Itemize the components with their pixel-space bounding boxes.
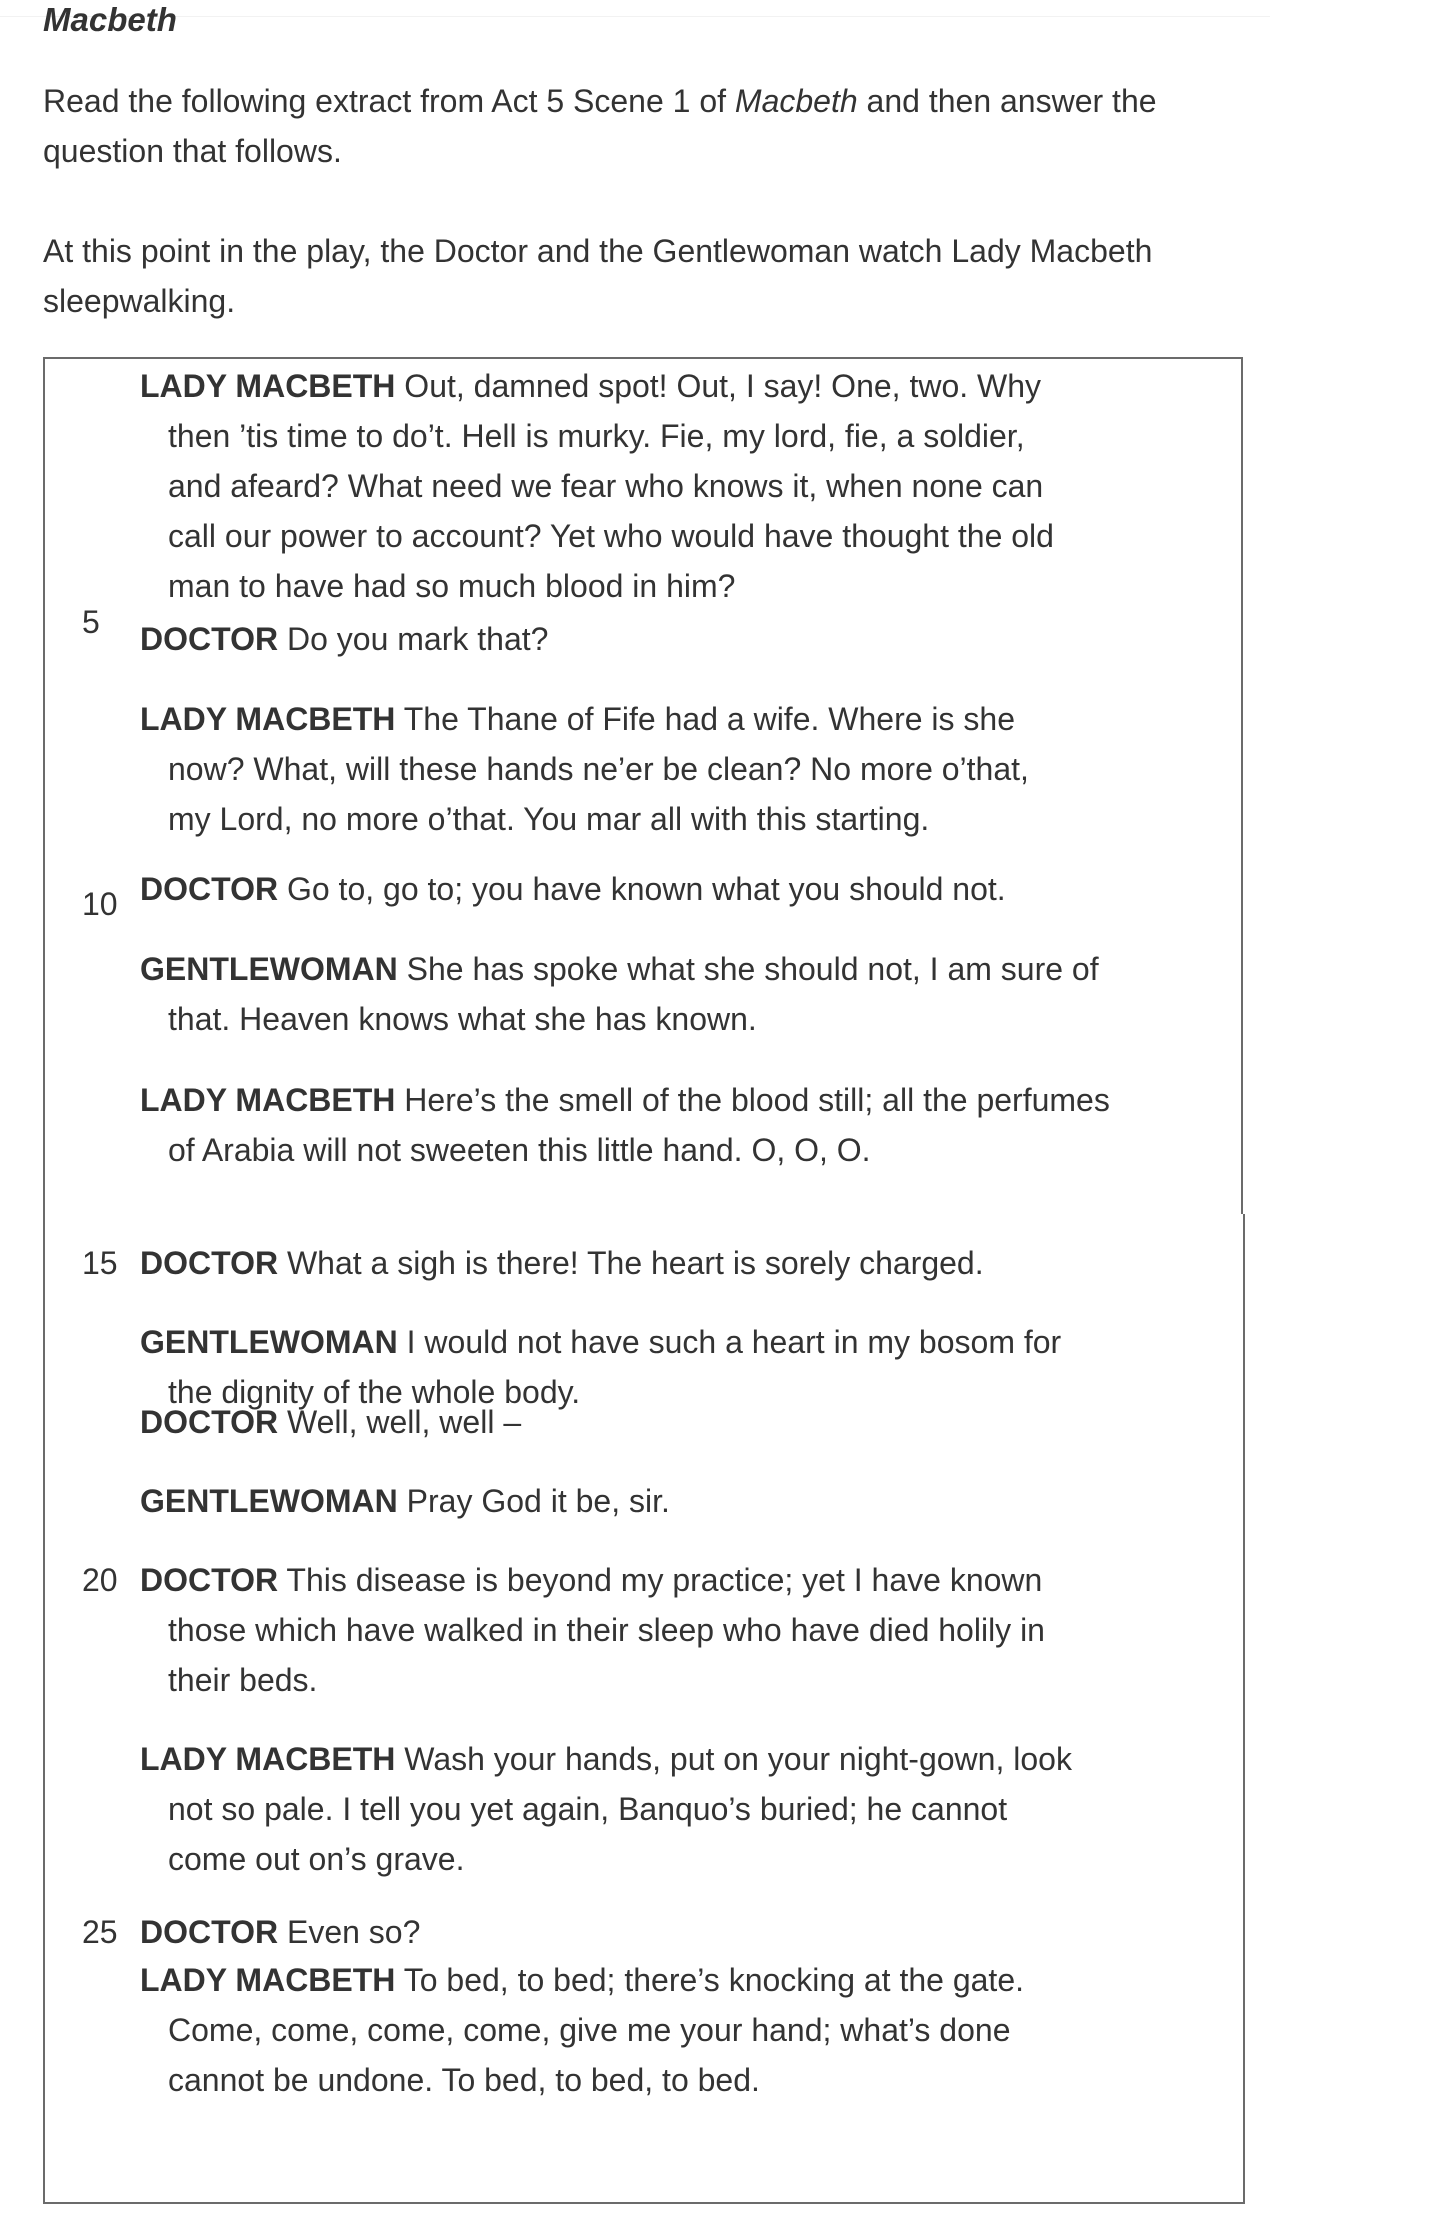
speech-line [140,864,1210,914]
speaker-name: DOCTOR [140,1914,279,1950]
speech-line [140,1907,1210,1957]
speaker-name: DOCTOR [140,1245,279,1281]
speech-line [140,2055,1210,2105]
speech-text: Do you mark that? [278,621,549,657]
speech-line [140,361,1210,411]
speech-text: Out, damned spot! Out, I say! One, two. Why [395,368,1042,404]
speech-text: the dignity of the whole body. [168,1374,581,1410]
intro-play-title: Macbeth [734,83,858,119]
line-number: 5 [82,604,100,640]
speaker-name: LADY MACBETH [140,701,396,737]
line-number: 10 [82,886,118,922]
speech-text: To bed, to bed; there’s knocking at the gate. [395,1962,1024,1998]
speech [140,1238,1210,1288]
speech-text: then ’tis time to do’t. Hell is murky. Fie, my lord, fie, a soldier, [168,418,1025,454]
page-title: Macbeth [43,1,177,38]
speaker-name: LADY MACBETH [140,1741,396,1777]
speech-line [140,994,1210,1044]
speech-line [140,1476,1210,1526]
line-number: 15 [82,1245,118,1281]
speech-line [140,1317,1210,1367]
speech-text: Pray God it be, sir. [397,1483,670,1519]
speech-line [140,614,1210,664]
speech-text: I would not have such a heart in my bosom for [397,1324,1062,1360]
speech-line [140,411,1210,461]
speaker-name: LADY MACBETH [140,1962,396,1998]
speech-text: This disease is beyond my practice; yet I have known [278,1562,1043,1598]
speech-text: Wash your hands, put on your night-gown, look [395,1741,1072,1777]
speaker-name: DOCTOR [140,871,279,907]
speech-line [140,744,1210,794]
speaker-name: LADY MACBETH [140,1082,396,1118]
speech-line [140,1734,1210,1784]
speech [140,1955,1210,2105]
context-paragraph: At this point in the play, the Doctor and the Gentlewoman watch Lady Macbeth sleepwalking. [43,233,1153,319]
speech-line [140,1238,1210,1288]
speech [140,1075,1210,1175]
speech-text: Here’s the smell of the blood still; all the perfumes [395,1082,1110,1118]
speech-line [140,794,1210,844]
speaker-name: GENTLEWOMAN [140,1324,398,1360]
speech-text: those which have walked in their sleep who have died holily in [168,1612,1045,1648]
speech-text: What a sigh is there! The heart is sorely charged. [278,1245,984,1281]
speech-line [140,511,1210,561]
speech-text: call our power to account? Yet who would have thought the old [168,518,1054,554]
speaker-name: LADY MACBETH [140,368,396,404]
speech-text: She has spoke what she should not, I am sure of [397,951,1099,987]
speech-text: Well, well, well – [278,1404,522,1440]
speech-line [140,1784,1210,1834]
speech-text: Come, come, come, come, give me your hand; what’s done [168,2012,1011,2048]
speech-text: Even so? [278,1914,421,1950]
speech-line [140,2005,1210,2055]
intro-paragraph [43,76,1243,176]
line-number: 25 [82,1914,118,1950]
speaker-name: DOCTOR [140,621,279,657]
speaker-name: DOCTOR [140,1562,279,1598]
speaker-name: GENTLEWOMAN [140,1483,398,1519]
speech-line [140,1605,1210,1655]
title-divider [0,16,1270,17]
intro-post: and then answer the question that follows. [43,83,1157,169]
speech-text: my Lord, no more o’that. You mar all with this starting. [168,801,930,837]
speech [140,944,1210,1044]
speech [140,1555,1210,1705]
speech [140,361,1210,611]
speech [140,864,1210,914]
speech [140,1476,1210,1526]
intro-pre: Read the following extract from Act 5 Scene 1 of [43,83,735,119]
speech [140,1907,1210,1957]
speech-text: Go to, go to; you have known what you should not. [278,871,1006,907]
speech-text: not so pale. I tell you yet again, Banquo’s buried; he cannot [168,1791,1008,1827]
speech-text: of Arabia will not sweeten this little hand. O, O, O. [168,1132,871,1168]
speech-line [140,561,1210,611]
speech-text: and afeard? What need we fear who knows it, when none can [168,468,1044,504]
speech-line [140,1125,1210,1175]
speech-line [140,1655,1210,1705]
speech-line [140,1834,1210,1884]
speech-line [140,1397,1210,1447]
speech-line [140,1075,1210,1125]
speech-text: The Thane of Fife had a wife. Where is she [395,701,1015,737]
speech-line [140,1555,1210,1605]
speech [140,1397,1210,1447]
speaker-name: DOCTOR [140,1404,279,1440]
speech-text: cannot be undone. To bed, to bed, to bed. [168,2062,760,2098]
speech-text: man to have had so much blood in him? [168,568,736,604]
line-number: 20 [82,1562,118,1598]
speech-text: that. Heaven knows what she has known. [168,1001,757,1037]
speech-text: come out on’s grave. [168,1841,465,1877]
speech-line [140,461,1210,511]
speech [140,694,1210,844]
speech [140,1734,1210,1884]
speech-line [140,944,1210,994]
speaker-name: GENTLEWOMAN [140,951,398,987]
speech-text: now? What, will these hands ne’er be clean? No more o’that, [168,751,1029,787]
speech-line [140,694,1210,744]
speech [140,614,1210,664]
speech-line [140,1955,1210,2005]
speech-text: their beds. [168,1662,318,1698]
